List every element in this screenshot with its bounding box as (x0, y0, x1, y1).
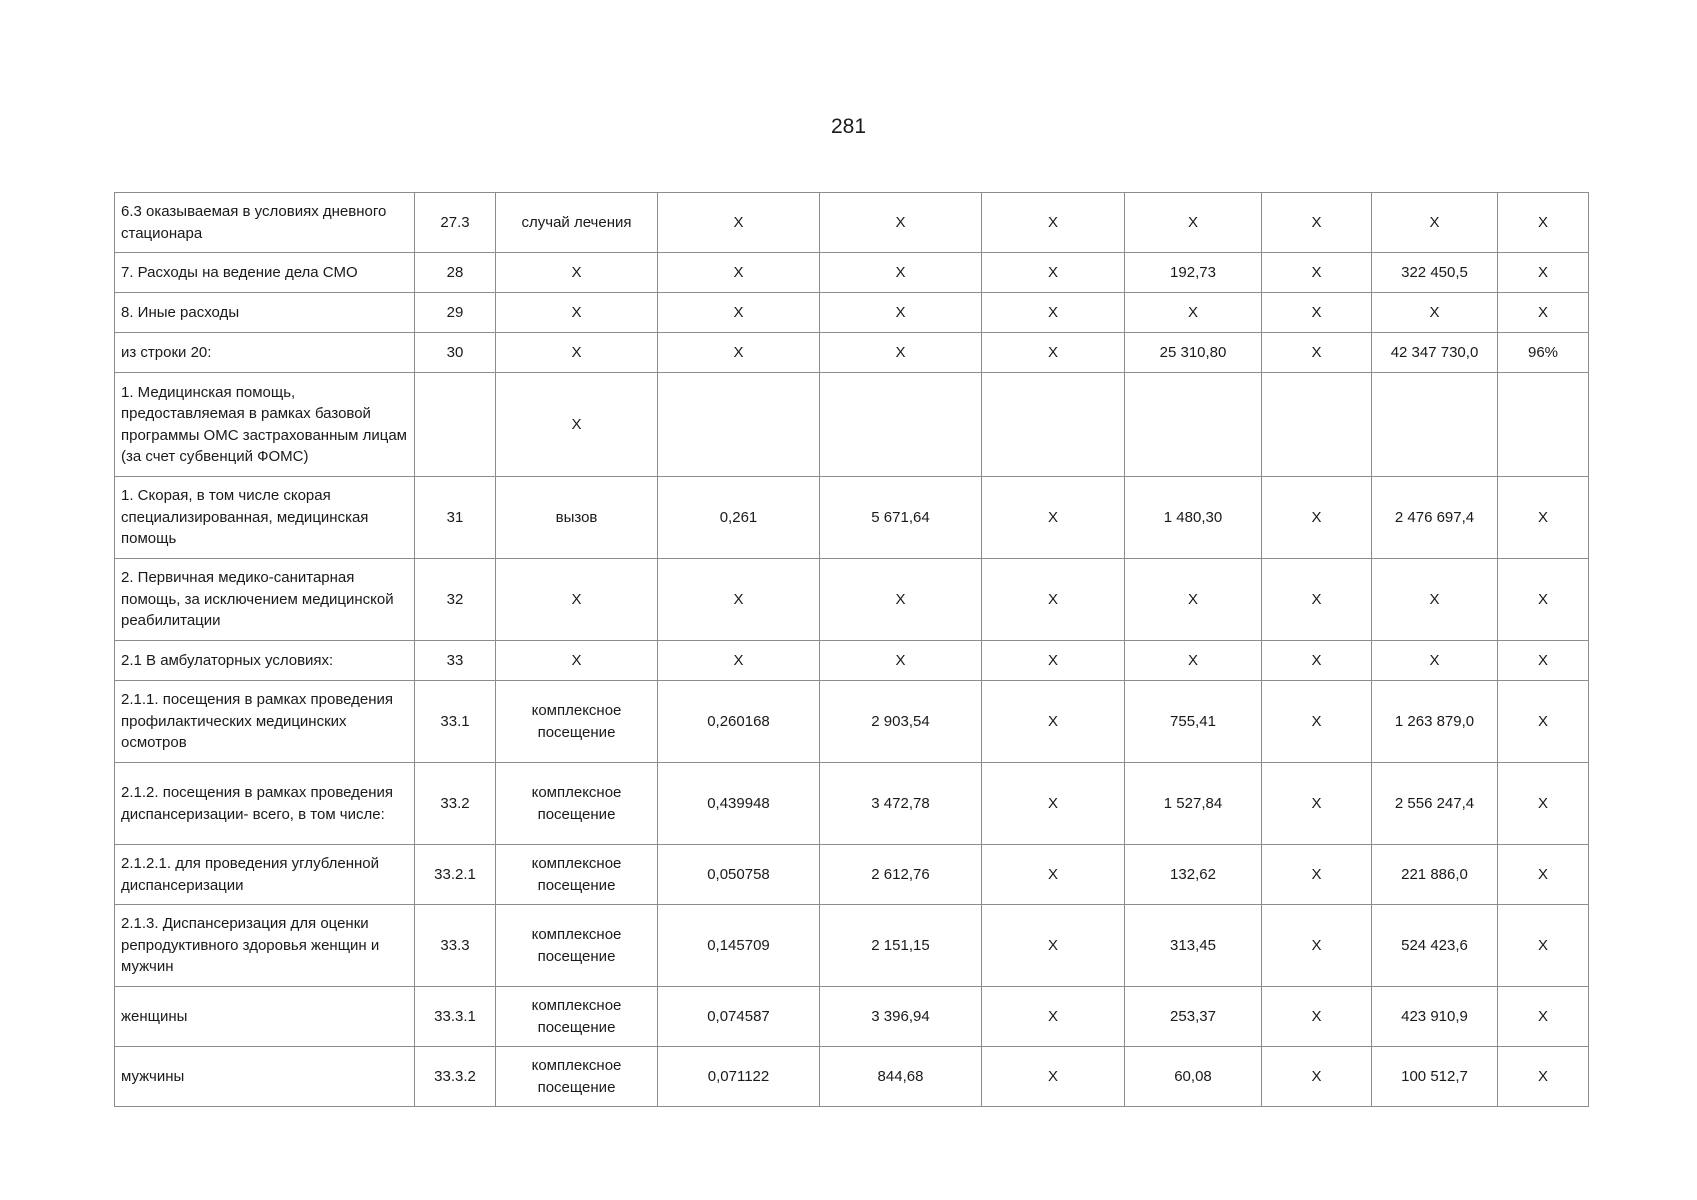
value-cell: Х (982, 681, 1125, 763)
table-row (115, 987, 1589, 1047)
value-cell (1498, 373, 1589, 477)
table-row (115, 559, 1589, 641)
table-row (115, 763, 1589, 845)
line-number-cell: 28 (415, 253, 496, 293)
value-cell: Х (658, 559, 820, 641)
value-cell: Х (1262, 987, 1372, 1047)
row-name-cell: 2.1 В амбулаторных условиях: (115, 641, 415, 681)
line-number-cell: 33.2.1 (415, 845, 496, 905)
value-cell: 0,260168 (658, 681, 820, 763)
value-cell: 132,62 (1125, 845, 1262, 905)
value-cell: 524 423,6 (1372, 905, 1498, 987)
value-cell: Х (982, 253, 1125, 293)
value-cell: Х (1498, 987, 1589, 1047)
value-cell: Х (820, 253, 982, 293)
value-cell: Х (1262, 333, 1372, 373)
value-cell: Х (1262, 641, 1372, 681)
value-cell: Х (1498, 253, 1589, 293)
value-cell: 423 910,9 (1372, 987, 1498, 1047)
value-cell: Х (1498, 641, 1589, 681)
value-cell: Х (1262, 681, 1372, 763)
value-cell: Х (1372, 193, 1498, 253)
value-cell: Х (1262, 1047, 1372, 1107)
unit-cell: комплексное посещение (496, 987, 658, 1047)
value-cell: Х (658, 253, 820, 293)
value-cell: 2 476 697,4 (1372, 477, 1498, 559)
value-cell: 60,08 (1125, 1047, 1262, 1107)
table-row (115, 253, 1589, 293)
value-cell: Х (1498, 293, 1589, 333)
value-cell (658, 373, 820, 477)
value-cell: 313,45 (1125, 905, 1262, 987)
value-cell: Х (658, 293, 820, 333)
unit-cell: Х (496, 373, 658, 477)
value-cell: Х (982, 193, 1125, 253)
value-cell: Х (982, 293, 1125, 333)
line-number-cell: 32 (415, 559, 496, 641)
value-cell: Х (658, 333, 820, 373)
value-cell: Х (1498, 681, 1589, 763)
table-row (115, 1047, 1589, 1107)
value-cell: Х (1262, 293, 1372, 333)
value-cell: 253,37 (1125, 987, 1262, 1047)
value-cell: 96% (1498, 333, 1589, 373)
page-number: 281 (830, 115, 867, 138)
value-cell: Х (1498, 559, 1589, 641)
value-cell: 1 263 879,0 (1372, 681, 1498, 763)
line-number-cell: 27.3 (415, 193, 496, 253)
value-cell: 755,41 (1125, 681, 1262, 763)
row-name-cell: 2.1.2.1. для проведения углубленной диспансеризации (115, 845, 415, 905)
line-number-cell: 33.3 (415, 905, 496, 987)
row-name-cell: 2.1.1. посещения в рамках проведения профилактических медицинских осмотров (115, 681, 415, 763)
value-cell: Х (982, 987, 1125, 1047)
value-cell: Х (1498, 905, 1589, 987)
line-number-cell: 33 (415, 641, 496, 681)
row-name-cell: 6.3 оказываемая в условиях дневного стационара (115, 193, 415, 253)
unit-cell: Х (496, 293, 658, 333)
unit-cell: Х (496, 333, 658, 373)
unit-cell: случай лечения (496, 193, 658, 253)
value-cell: 3 472,78 (820, 763, 982, 845)
value-cell: 2 612,76 (820, 845, 982, 905)
value-cell: 0,261 (658, 477, 820, 559)
value-cell: 0,074587 (658, 987, 820, 1047)
value-cell: 192,73 (1125, 253, 1262, 293)
value-cell: 2 556 247,4 (1372, 763, 1498, 845)
value-cell: 0,050758 (658, 845, 820, 905)
value-cell: Х (1498, 845, 1589, 905)
value-cell: Х (1125, 193, 1262, 253)
row-name-cell: из строки 20: (115, 333, 415, 373)
table-row (115, 905, 1589, 987)
value-cell: Х (1498, 763, 1589, 845)
row-name-cell: мужчины (115, 1047, 415, 1107)
value-cell (820, 373, 982, 477)
row-name-cell: 2.1.2. посещения в рамках проведения диспансеризации- всего, в том числе: (115, 763, 415, 845)
table-row (115, 293, 1589, 333)
unit-cell: комплексное посещение (496, 845, 658, 905)
value-cell: Х (1125, 293, 1262, 333)
value-cell: 1 480,30 (1125, 477, 1262, 559)
value-cell: Х (982, 333, 1125, 373)
unit-cell: Х (496, 253, 658, 293)
unit-cell: комплексное посещение (496, 763, 658, 845)
table-row (115, 193, 1589, 253)
value-cell: Х (658, 641, 820, 681)
value-cell: Х (1372, 641, 1498, 681)
value-cell (982, 373, 1125, 477)
value-cell: Х (1125, 559, 1262, 641)
value-cell: Х (1125, 641, 1262, 681)
data-table (114, 192, 1589, 1107)
unit-cell: комплексное посещение (496, 681, 658, 763)
value-cell: Х (1262, 763, 1372, 845)
value-cell: 3 396,94 (820, 987, 982, 1047)
unit-cell: комплексное посещение (496, 905, 658, 987)
line-number-cell: 33.3.1 (415, 987, 496, 1047)
line-number-cell (415, 373, 496, 477)
value-cell: Х (820, 333, 982, 373)
value-cell: 0,439948 (658, 763, 820, 845)
value-cell: Х (1498, 193, 1589, 253)
value-cell: 42 347 730,0 (1372, 333, 1498, 373)
value-cell: Х (982, 477, 1125, 559)
value-cell (1372, 373, 1498, 477)
value-cell: Х (1498, 1047, 1589, 1107)
value-cell: 2 903,54 (820, 681, 982, 763)
table-row (115, 477, 1589, 559)
value-cell: Х (820, 193, 982, 253)
table-row (115, 641, 1589, 681)
value-cell: Х (1262, 477, 1372, 559)
value-cell: Х (1262, 905, 1372, 987)
value-cell: 5 671,64 (820, 477, 982, 559)
row-name-cell: 1. Скорая, в том числе скорая специализированная, медицинская помощь (115, 477, 415, 559)
value-cell: 322 450,5 (1372, 253, 1498, 293)
value-cell: Х (1262, 845, 1372, 905)
line-number-cell: 33.3.2 (415, 1047, 496, 1107)
row-name-cell: женщины (115, 987, 415, 1047)
value-cell (1262, 373, 1372, 477)
value-cell: Х (982, 641, 1125, 681)
value-cell: Х (1372, 293, 1498, 333)
row-name-cell: 2.1.3. Диспансеризация для оценки репродуктивного здоровья женщин и мужчин (115, 905, 415, 987)
value-cell: Х (982, 763, 1125, 845)
row-name-cell: 8. Иные расходы (115, 293, 415, 333)
row-name-cell: 2. Первичная медико-санитарная помощь, за исключением медицинской реабилитации (115, 559, 415, 641)
value-cell: Х (820, 559, 982, 641)
table-row (115, 681, 1589, 763)
line-number-cell: 31 (415, 477, 496, 559)
value-cell: Х (1262, 253, 1372, 293)
unit-cell: Х (496, 641, 658, 681)
value-cell: 0,145709 (658, 905, 820, 987)
value-cell: 0,071122 (658, 1047, 820, 1107)
value-cell: Х (1262, 193, 1372, 253)
value-cell: Х (982, 845, 1125, 905)
row-name-cell: 1. Медицинская помощь, предоставляемая в рамках базовой программы ОМС застрахованным лицам (за счет субвенций ФОМС) (115, 373, 415, 477)
value-cell: Х (658, 193, 820, 253)
table-row (115, 845, 1589, 905)
value-cell: Х (982, 559, 1125, 641)
value-cell: 1 527,84 (1125, 763, 1262, 845)
value-cell: 221 886,0 (1372, 845, 1498, 905)
value-cell: 100 512,7 (1372, 1047, 1498, 1107)
line-number-cell: 30 (415, 333, 496, 373)
value-cell: 25 310,80 (1125, 333, 1262, 373)
value-cell: Х (982, 905, 1125, 987)
value-cell: Х (1498, 477, 1589, 559)
value-cell: Х (982, 1047, 1125, 1107)
line-number-cell: 33.2 (415, 763, 496, 845)
table-row (115, 333, 1589, 373)
value-cell (1125, 373, 1262, 477)
table-row (115, 373, 1589, 477)
line-number-cell: 33.1 (415, 681, 496, 763)
value-cell: Х (1262, 559, 1372, 641)
row-name-cell: 7. Расходы на ведение дела СМО (115, 253, 415, 293)
value-cell: 844,68 (820, 1047, 982, 1107)
unit-cell: комплексное посещение (496, 1047, 658, 1107)
value-cell: Х (820, 293, 982, 333)
value-cell: 2 151,15 (820, 905, 982, 987)
value-cell: Х (1372, 559, 1498, 641)
line-number-cell: 29 (415, 293, 496, 333)
unit-cell: вызов (496, 477, 658, 559)
value-cell: Х (820, 641, 982, 681)
unit-cell: Х (496, 559, 658, 641)
